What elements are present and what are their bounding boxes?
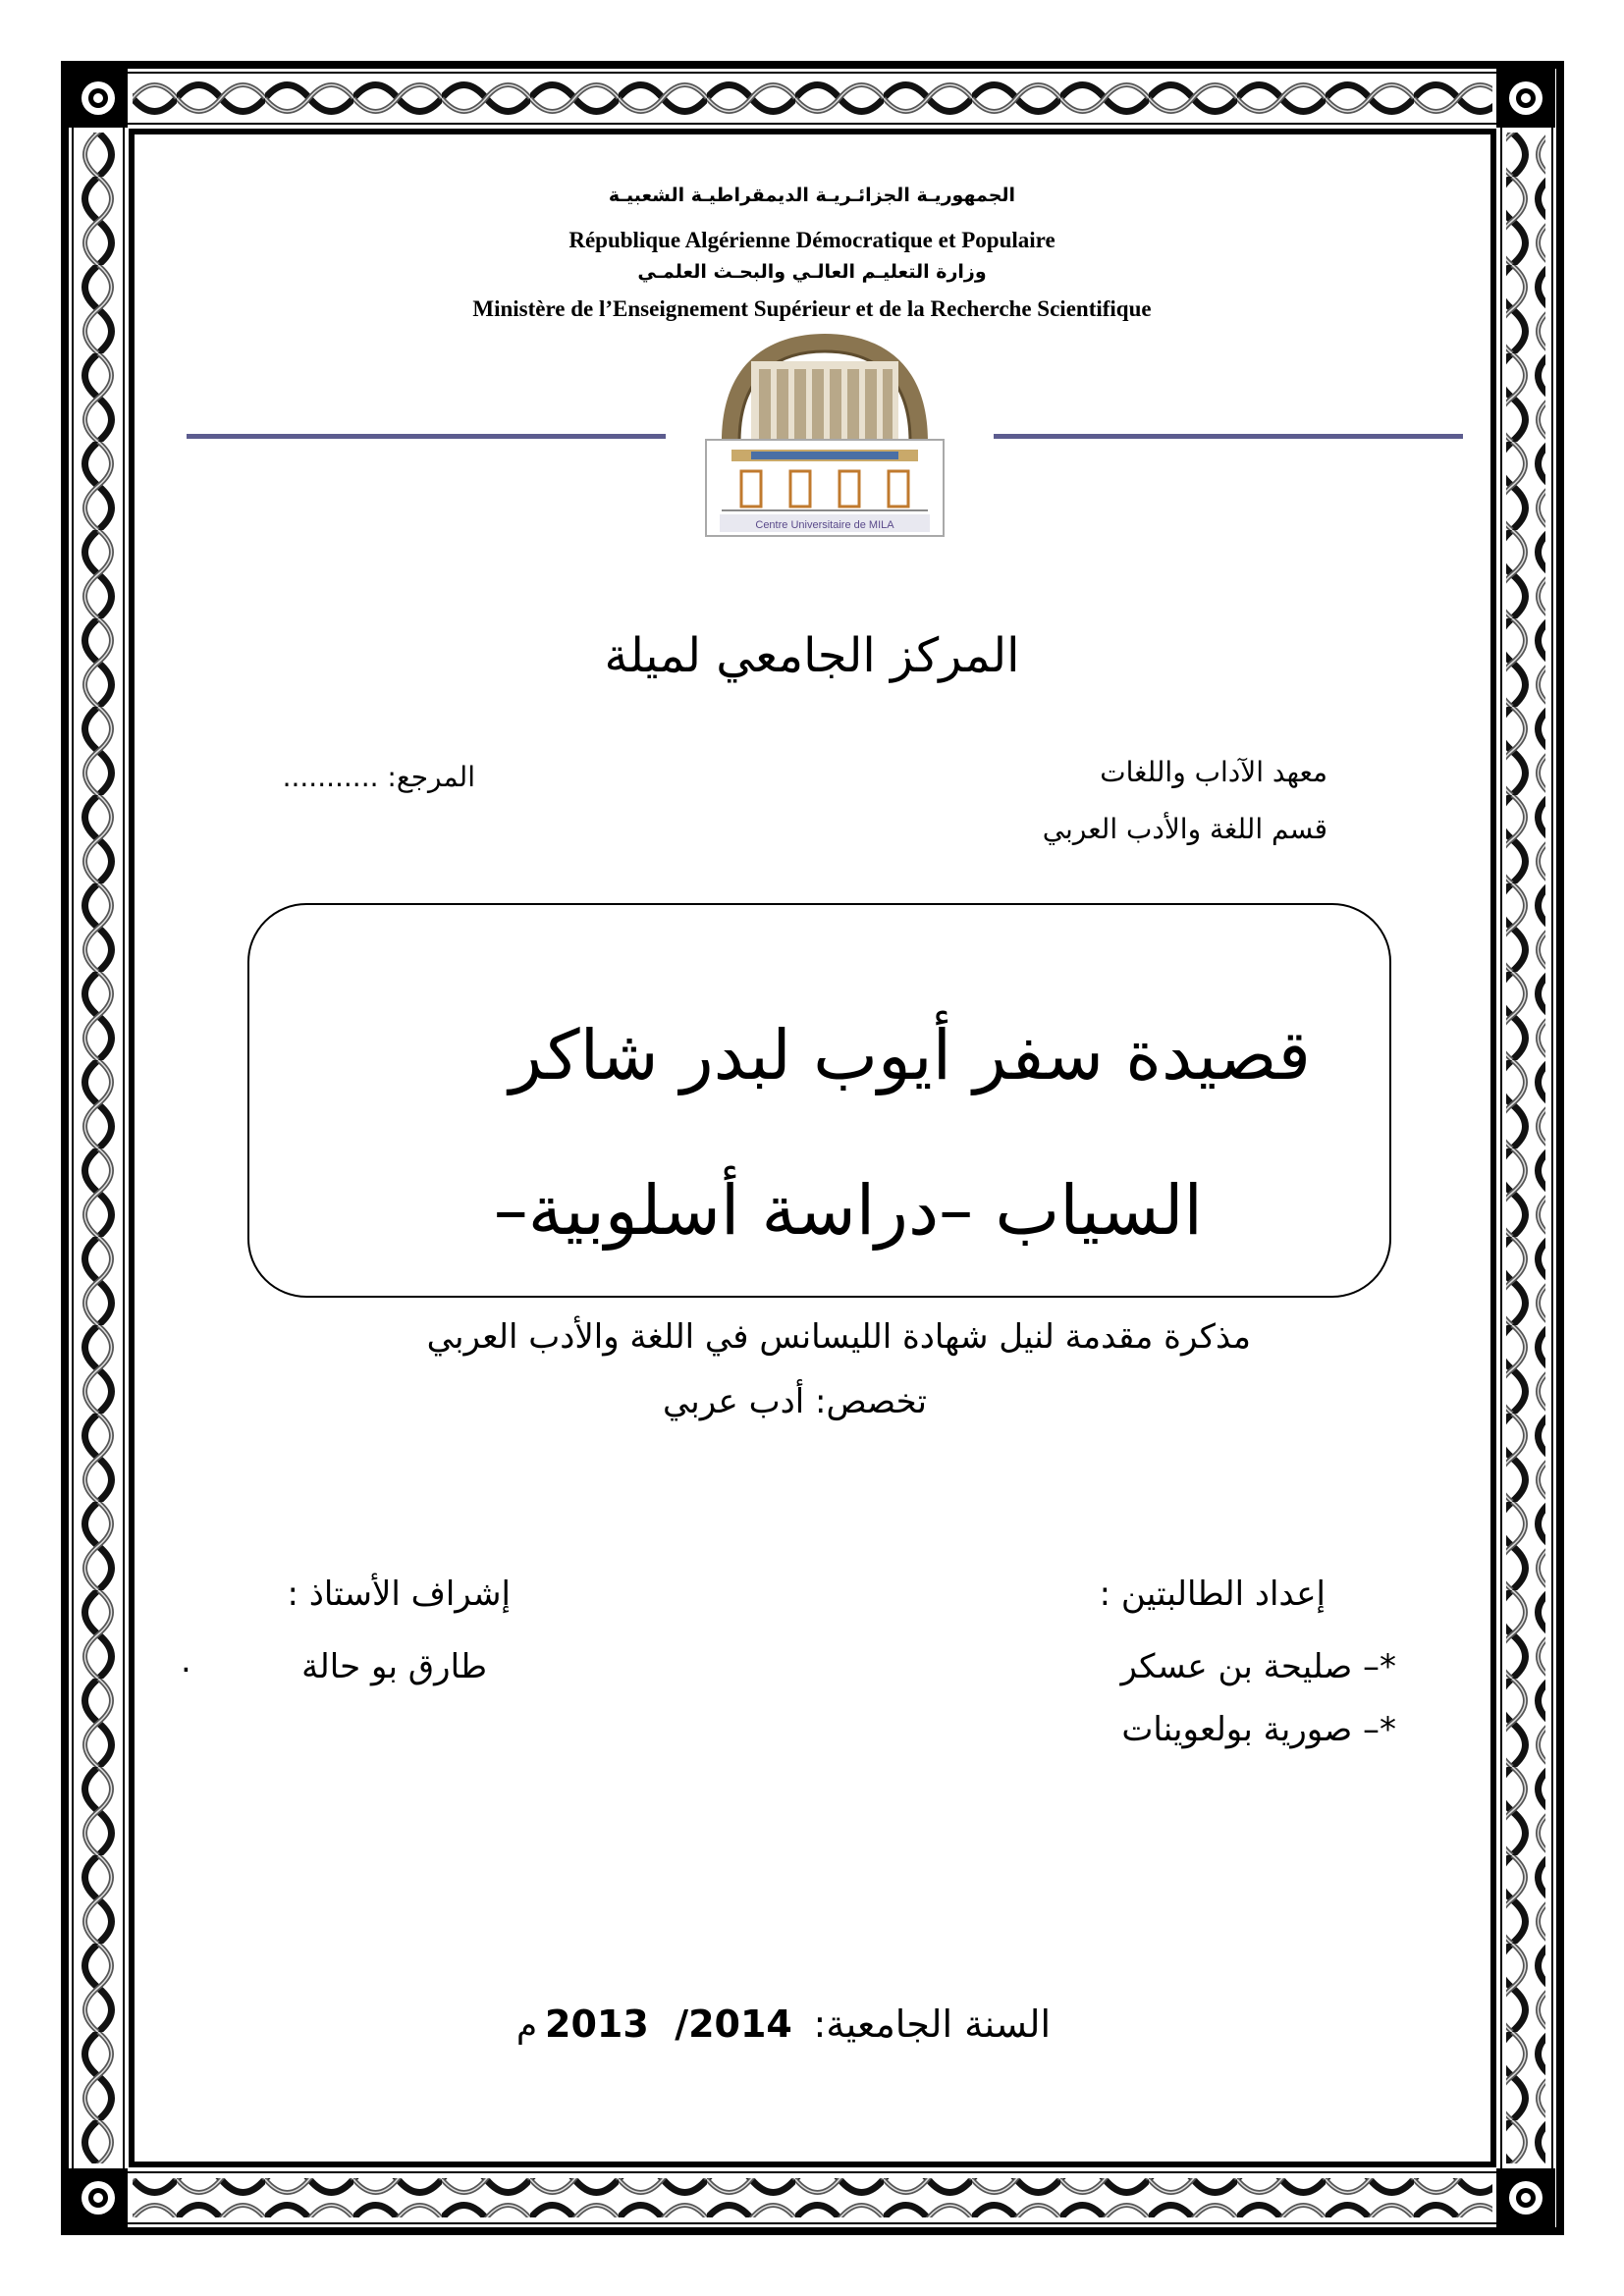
republic-french: République Algérienne Démocratique et Populaire: [568, 228, 1056, 252]
supervisor-label: إشراف الأستاذ :: [287, 1575, 511, 1614]
corner-ornament: [1496, 2168, 1555, 2227]
ministry-arabic: وزارة التعليـم العالـي والبحـث العلمـي: [637, 261, 987, 283]
corner-ornament: [69, 2168, 128, 2227]
institution-name: المركز الجامعي لميلة: [604, 628, 1020, 683]
specialty: تخصص: أدب عربي: [662, 1382, 927, 1421]
department-name: قسم اللغة والأدب العربي: [1042, 813, 1327, 845]
student-name: *– صليحة بن عسكر: [1120, 1647, 1396, 1686]
thesis-title-line-1: قصيدة سفر أيوب لبدر شاكر: [509, 1015, 1311, 1095]
academic-year-value: 2013 /2014: [545, 2002, 792, 2046]
supervisor-dot: .: [181, 1641, 191, 1681]
academic-year-suffix: م: [516, 2006, 538, 2046]
students-label: إعداد الطالبتين :: [1099, 1575, 1326, 1614]
ministry-french: Ministère de l’Enseignement Supérieur et de la Recherche Scientifique: [472, 296, 1152, 321]
reference-field: المرجع: ...........: [282, 761, 475, 793]
thesis-title-line-2: السياب –دراسة أسلوبية–: [493, 1170, 1203, 1251]
institute-name: معهد الآداب واللغات: [1100, 756, 1327, 788]
academic-year-label: السنة الجامعية:: [813, 2002, 1051, 2046]
header-line-left: [187, 434, 666, 439]
corner-ornament: [1496, 69, 1555, 128]
student-name: *– صورية بولعوينات: [1121, 1710, 1396, 1749]
title-box: [247, 903, 1391, 1298]
corner-ornament: [69, 69, 128, 128]
logo-caption: Centre Universitaire de MILA: [755, 519, 894, 531]
university-logo: [692, 324, 957, 540]
republic-arabic: الجمهوريـة الجزائـريـة الديمقراطيـة الشعبيـة: [608, 185, 1016, 206]
degree-description: مذكرة مقدمة لنيل شهادة الليسانس في اللغة والأدب العربي: [426, 1317, 1251, 1357]
header-line-right: [994, 434, 1463, 439]
supervisor-name: طارق بو حالة: [301, 1647, 487, 1686]
